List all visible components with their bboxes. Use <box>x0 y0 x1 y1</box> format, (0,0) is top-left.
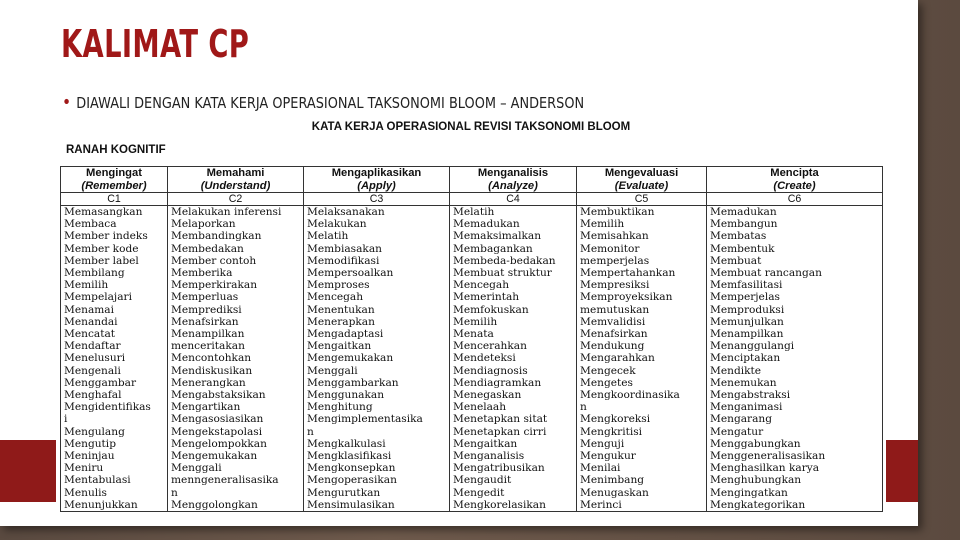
verb-item: Mempertahankan <box>580 267 676 280</box>
verb-item: Mengkalkulasi <box>307 437 386 450</box>
verb-item: Mengaudit <box>453 474 512 487</box>
verb-item: Memberika <box>171 267 233 280</box>
verb-item: Mentabulasi <box>64 474 131 487</box>
verb-item: Memfokuskan <box>453 303 529 316</box>
verb-item: Membiasakan <box>307 242 382 255</box>
verb-item: Memproyeksikan <box>580 291 673 304</box>
verb-item: Menafsirkan <box>171 315 239 328</box>
verb-item: Menetapkan cirri <box>453 425 547 438</box>
verb-item: Mendiagnosis <box>453 364 528 377</box>
column-header <box>168 167 304 193</box>
verb-list <box>168 206 304 512</box>
verb-item: Melakukan inferensi <box>171 206 282 218</box>
verb-item: Menghitung <box>307 401 373 414</box>
verb-item: Mencatat <box>64 328 116 341</box>
verb-item: Menafsirkan <box>580 328 648 341</box>
verb-item: Menggambar <box>64 376 137 389</box>
verb-item: Member label <box>64 254 139 267</box>
verb-item: Menunjukkan <box>64 498 138 511</box>
verb-item: Memilih <box>580 218 625 231</box>
verb-item: Menggali <box>171 462 222 475</box>
verb-item: Membentuk <box>710 242 775 255</box>
verb-item: Menampilkan <box>171 328 245 341</box>
verb-item: Membilang <box>64 267 125 280</box>
verb-list <box>450 206 577 512</box>
verb-item: Member contoh <box>171 254 257 267</box>
verb-item: n <box>307 425 314 438</box>
verb-item: Mengatribusikan <box>453 462 545 475</box>
verb-item: Mengenali <box>64 364 121 377</box>
verb-item: Memisahkan <box>580 230 649 243</box>
verb-item: Melatih <box>453 206 495 218</box>
verb-item: Mengedit <box>453 486 505 499</box>
column-name: Mengevaluasi <box>604 167 679 179</box>
verb-item: Mencegah <box>307 291 364 304</box>
verb-item: Memodifikasi <box>307 254 380 267</box>
verb-list <box>61 206 168 512</box>
verb-item: Memvalidisi <box>580 315 646 328</box>
verb-item: Memilih <box>64 279 109 292</box>
verb-item: memutuskan <box>580 303 650 316</box>
verb-item: Membaca <box>64 218 117 231</box>
verb-item: Mengkoordinasika <box>580 389 680 402</box>
verb-item: Mendaftar <box>64 340 121 353</box>
verb-item: Melatih <box>307 230 349 243</box>
verb-item: Merinci <box>580 498 622 511</box>
verb-item: Menghafal <box>64 389 122 402</box>
level-code: C4 <box>450 193 577 206</box>
verb-item: Mengkoreksi <box>580 413 651 426</box>
verb-item: Menentukan <box>307 303 375 316</box>
verb-item: Memproses <box>307 279 370 292</box>
bullet-point <box>62 92 584 113</box>
verb-item: Menandai <box>64 315 118 328</box>
column-name-en: (Analyze) <box>488 179 538 192</box>
column-header <box>450 167 577 193</box>
verb-item: Membandingkan <box>171 230 262 243</box>
verb-item: Mengatur <box>710 425 764 438</box>
verb-item: Menggolongkan <box>171 498 258 511</box>
verb-item: Menamai <box>64 303 115 316</box>
verb-item: Mengelompokkan <box>171 437 267 450</box>
verb-item: Memadukan <box>453 218 520 231</box>
verb-item: Menggambarkan <box>307 376 399 389</box>
verb-item: Mencerahkan <box>453 340 527 353</box>
column-header <box>707 167 883 193</box>
verb-item: Menguji <box>580 437 625 450</box>
verb-item: Melaporkan <box>171 218 236 231</box>
verb-item: Mengkorelasikan <box>453 498 546 511</box>
verb-item: Mengetes <box>580 376 633 389</box>
column-header <box>304 167 450 193</box>
column-name: Menganalisis <box>477 167 549 179</box>
verb-item: Menganalisis <box>453 450 525 463</box>
table-row <box>61 206 883 512</box>
level-code: C6 <box>707 193 883 206</box>
verb-item: Memperkirakan <box>171 279 258 292</box>
verb-item: Mengabstaksikan <box>171 389 266 402</box>
verb-list <box>707 206 883 512</box>
verb-item: Mendiskusikan <box>171 364 253 377</box>
verb-item: Member kode <box>64 242 139 255</box>
verb-item: Mengklasifikasi <box>307 450 392 463</box>
verb-item: Membangun <box>710 218 778 231</box>
verb-item: Membuat struktur <box>453 267 552 280</box>
verb-item: Menulis <box>64 486 107 499</box>
table-code-row <box>61 193 883 206</box>
verb-item: n <box>171 486 178 499</box>
verb-item: Menelusuri <box>64 352 126 365</box>
verb-item: Mengutip <box>64 437 116 450</box>
verb-item: Membuat <box>710 254 762 267</box>
verb-item: Membagankan <box>453 242 533 255</box>
level-code: C2 <box>168 193 304 206</box>
verb-item: Mempersoalkan <box>307 267 394 280</box>
verb-item: Mendikte <box>710 364 762 377</box>
verb-item: Menegaskan <box>453 389 522 402</box>
verb-item: Menghasilkan karya <box>710 462 820 475</box>
verb-item: Menggeneralisasikan <box>710 450 826 463</box>
verb-item: Melakukan <box>307 218 367 231</box>
column-header <box>577 167 707 193</box>
column-name-en: (Apply) <box>357 179 396 192</box>
column-name-en: (Understand) <box>200 179 271 192</box>
table-header-row <box>61 167 883 193</box>
verb-item: Mengemukakan <box>307 352 394 365</box>
table-subtitle: RANAH KOGNITIF <box>66 144 166 156</box>
verb-item: Mengkategorikan <box>710 498 806 511</box>
verb-item: Menggabungkan <box>710 437 801 450</box>
verb-item: Menampilkan <box>710 328 784 341</box>
verb-list <box>577 206 707 512</box>
verb-item: Mengingatkan <box>710 486 788 499</box>
verb-item: Mengecek <box>580 364 636 377</box>
verb-item: Memaksimalkan <box>453 230 542 243</box>
verb-item: Menerangkan <box>171 376 246 389</box>
verb-item: menngeneralisasika <box>171 474 279 487</box>
verb-item: Membuat rancangan <box>710 267 822 280</box>
verb-item: Membedakan <box>171 242 244 255</box>
verb-item: Menggali <box>307 364 358 377</box>
verb-item: Meninjau <box>64 450 115 463</box>
column-name-en: (Create) <box>773 179 816 192</box>
verb-item: Memperjelas <box>710 291 780 304</box>
verb-item: Mengoperasikan <box>307 474 397 487</box>
verb-item: Mendiagramkan <box>453 376 542 389</box>
bullet-dot-icon: • <box>62 92 72 113</box>
verb-item: Mengkritisi <box>580 425 643 438</box>
verb-item: Mempelajari <box>64 291 132 304</box>
verb-item: Menetapkan sitat <box>453 413 548 426</box>
verb-item: Mengulang <box>64 425 125 438</box>
verb-item: Mencontohkan <box>171 352 252 365</box>
verb-item: Membeda-bedakan <box>453 254 556 267</box>
verb-item: Menimbang <box>580 474 645 487</box>
verb-item: Mengukur <box>580 450 636 463</box>
column-name: Memahami <box>206 167 265 179</box>
verb-item: Memproduksi <box>710 303 785 316</box>
verb-item: Mengidentifikas <box>64 401 151 414</box>
verb-item: Mengarang <box>710 413 773 426</box>
verb-item: Mengarahkan <box>580 352 655 365</box>
verb-item: Membatas <box>710 230 767 243</box>
verb-item: Mengartikan <box>171 401 241 414</box>
table-title: KATA KERJA OPERASIONAL REVISI TAKSONOMI BLOOM <box>311 121 631 133</box>
verb-item: Meniru <box>64 462 104 475</box>
verb-item: Melaksanakan <box>307 206 385 218</box>
column-name-en: (Remember) <box>81 179 147 192</box>
verb-item: Mengaitkan <box>453 437 518 450</box>
column-name: Mengingat <box>86 167 142 179</box>
verb-item: Memasangkan <box>64 206 143 218</box>
verb-item: Memprediksi <box>171 303 242 316</box>
level-code: C5 <box>577 193 707 206</box>
verb-item: Memunjulkan <box>710 315 784 328</box>
verb-item: Menugaskan <box>580 486 649 499</box>
verb-list <box>304 206 450 512</box>
verb-item: Menghubungkan <box>710 474 802 487</box>
bloom-table-image <box>56 119 886 515</box>
verb-item: Menelaah <box>453 401 507 414</box>
verb-item: Memperluas <box>171 291 239 304</box>
verb-item: Mengadaptasi <box>307 328 384 341</box>
verb-item: Mengaitkan <box>307 340 372 353</box>
level-code: C1 <box>61 193 168 206</box>
verb-item: Mensimulasikan <box>307 498 395 511</box>
verb-item: Mendukung <box>580 340 645 353</box>
column-name: Mengaplikasikan <box>331 167 422 179</box>
verb-item: Memadukan <box>710 206 777 218</box>
verb-item: Menata <box>453 328 494 341</box>
verb-item: Memfasilitasi <box>710 279 783 292</box>
column-name-en: (Evaluate) <box>614 179 669 192</box>
column-name: Mencipta <box>770 167 819 179</box>
verb-item: n <box>580 401 587 414</box>
verb-item: Menemukan <box>710 376 777 389</box>
verb-item: Member indeks <box>64 230 148 243</box>
verb-item: Mengasosiasikan <box>171 413 264 426</box>
verb-item: Menerapkan <box>307 315 375 328</box>
verb-item: Memilih <box>453 315 498 328</box>
verb-item: i <box>64 413 68 426</box>
bullet-text: DIAWALI DENGAN KATA KERJA OPERASIONAL TAKSONOMI BLOOM – ANDERSON <box>76 94 585 112</box>
verb-item: Mengkonsepkan <box>307 462 396 475</box>
verb-item: Mempresiksi <box>580 279 650 292</box>
verb-item: memperjelas <box>580 254 650 267</box>
verb-item: Membuktikan <box>580 206 655 218</box>
verb-item: Mengabstraksi <box>710 389 791 402</box>
verb-item: Menganimasi <box>710 401 783 414</box>
verb-item: Mengekstapolasi <box>171 425 263 438</box>
verb-item: menceritakan <box>171 340 245 353</box>
verb-item: Mengurutkan <box>307 486 381 499</box>
verb-item: Mengemukakan <box>171 450 258 463</box>
verb-item: Menggunakan <box>307 389 385 402</box>
bloom-verb-table <box>60 166 883 512</box>
verb-item: Mengimplementasika <box>307 413 423 426</box>
verb-item: Memerintah <box>453 291 520 304</box>
verb-item: Menilai <box>580 462 621 475</box>
verb-item: Mendeteksi <box>453 352 516 365</box>
slide-title: KALIMAT CP <box>61 22 250 66</box>
verb-item: Menciptakan <box>710 352 781 365</box>
verb-item: Memonitor <box>580 242 640 255</box>
level-code: C3 <box>304 193 450 206</box>
verb-item: Mencegah <box>453 279 510 292</box>
column-header <box>61 167 168 193</box>
verb-item: Menanggulangi <box>710 340 795 353</box>
